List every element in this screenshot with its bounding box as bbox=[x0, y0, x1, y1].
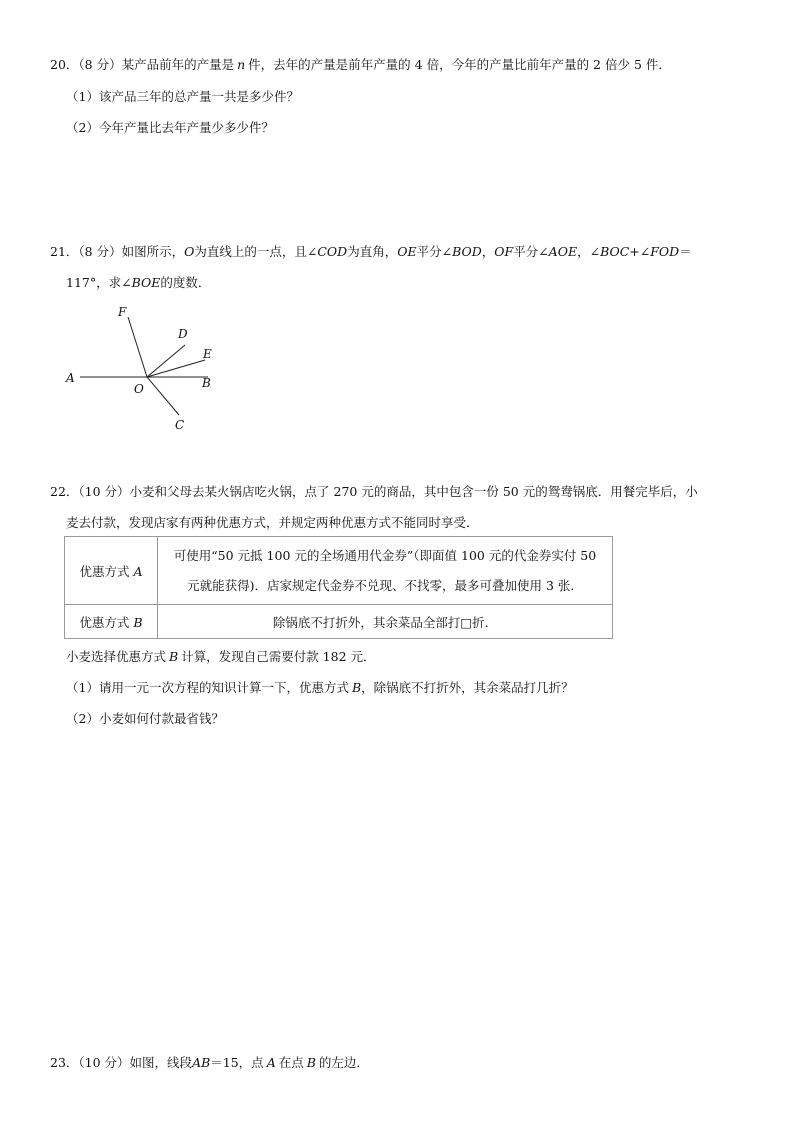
angle-bod: BOD bbox=[452, 244, 482, 259]
q23-number: 23． bbox=[50, 1055, 79, 1070]
q21-text: 平分∠ bbox=[416, 244, 453, 259]
q21-stem bbox=[50, 244, 692, 260]
q20-sub2: （2）今年产量比去年产量少多少件？ bbox=[66, 120, 274, 135]
q22-text: 小麦选择优惠方式 bbox=[66, 649, 167, 664]
ray-oc-line bbox=[147, 377, 179, 415]
angle-aoe: AOE bbox=[548, 244, 578, 259]
q21-text: 为直线上的一点，且∠ bbox=[194, 244, 318, 259]
discount-table bbox=[64, 536, 613, 639]
q21-text: 平分∠ bbox=[513, 244, 549, 259]
q22-points: （10 分） bbox=[78, 484, 130, 499]
var-n: n bbox=[237, 57, 246, 72]
q22-text: 计算，发现自己需要付款 182 元． bbox=[181, 649, 376, 664]
segment-ab: AB bbox=[192, 1055, 211, 1070]
q20-text: 某产品前年的产量是 bbox=[121, 57, 235, 72]
q22-text: ，除锅底不打折外，其余菜品打几折？ bbox=[361, 680, 574, 695]
q23-stem bbox=[50, 1055, 369, 1071]
ray-od-line bbox=[147, 345, 185, 377]
q22-sub1 bbox=[66, 680, 574, 696]
label-f: F bbox=[118, 305, 127, 319]
q21-text: ， bbox=[481, 244, 495, 259]
q21-angle-figure bbox=[60, 300, 230, 440]
q20-text: 件，去年的产量是前年产量的 4 倍，今年的产量比前年产量的 2 倍少 5 件． bbox=[248, 57, 671, 72]
q20-stem bbox=[50, 57, 671, 73]
q21-points: （8 分） bbox=[78, 244, 122, 259]
q21-text: 如图所示， bbox=[121, 244, 185, 259]
q21-number: 21． bbox=[50, 244, 79, 259]
q22-text: 小麦和父母去某火锅店吃火锅，点了 270 元的商品，其中包含一份 50 元的鸳鸯锅底．用餐完毕后，小 bbox=[129, 484, 698, 499]
option-var: B bbox=[351, 680, 362, 695]
ray-oe-line bbox=[147, 360, 205, 377]
q21-text: 117°，求∠ bbox=[66, 275, 132, 290]
angle-boe: BOE bbox=[131, 275, 161, 290]
table-row bbox=[65, 605, 613, 639]
table-row bbox=[65, 537, 613, 605]
q22-stem bbox=[50, 484, 698, 500]
var-o: O bbox=[184, 244, 195, 259]
ray-oe: OE bbox=[397, 244, 417, 259]
option-var: B bbox=[133, 614, 143, 630]
label-o: O bbox=[134, 382, 144, 396]
label-c: C bbox=[175, 418, 185, 432]
ray-of: OF bbox=[494, 244, 514, 259]
angle-cod: COD bbox=[317, 244, 348, 259]
q20-number: 20． bbox=[50, 57, 79, 72]
option-a-text-line1: 可使用“50 元抵 100 元的全场通用代金券”（即面值 100 元的代金券实付 50 bbox=[173, 547, 597, 563]
table-cell-label bbox=[65, 537, 158, 605]
q21-text: ，∠ bbox=[577, 244, 601, 259]
ray-of-line bbox=[128, 317, 147, 377]
angle-boc: BOC bbox=[600, 244, 630, 259]
option-label: 优惠方式 bbox=[79, 563, 130, 579]
q21-text: ＝ bbox=[679, 244, 692, 259]
q21-stem-line2 bbox=[66, 275, 210, 291]
q20-points: （8 分） bbox=[78, 57, 122, 72]
table-cell-body: 除锅底不打折外，其余菜品全部打□折． bbox=[158, 605, 613, 639]
q21-text: 的度数． bbox=[160, 275, 211, 290]
q23-text: 如图，线段 bbox=[129, 1055, 193, 1070]
point-b: B bbox=[306, 1055, 316, 1070]
q22-after-table bbox=[66, 649, 376, 665]
q21-text: 为直角， bbox=[347, 244, 398, 259]
angle-fod: FOD bbox=[650, 244, 680, 259]
option-label: 优惠方式 bbox=[79, 614, 130, 630]
label-a: A bbox=[66, 371, 75, 385]
label-b: B bbox=[202, 376, 211, 390]
q22-number: 22． bbox=[50, 484, 79, 499]
q23-points: （10 分） bbox=[78, 1055, 130, 1070]
table-cell-body bbox=[158, 537, 613, 605]
q20-sub1: （1）该产品三年的总产量一共是多少件？ bbox=[66, 89, 299, 104]
q23-text: ＝15，点 bbox=[210, 1055, 264, 1070]
q23-text: 在点 bbox=[278, 1055, 304, 1070]
label-e: E bbox=[203, 347, 212, 361]
label-d: D bbox=[178, 327, 188, 341]
option-a-text-line2: 元就能获得)．店家规定代金券不兑现、不找零，最多可叠加使用 3 张． bbox=[187, 577, 583, 593]
q21-text: +∠ bbox=[629, 244, 651, 259]
q22-stem-line2: 麦去付款，发现店家有两种优惠方式，并规定两种优惠方式不能同时享受． bbox=[66, 515, 479, 530]
option-var: A bbox=[133, 563, 143, 579]
q23-text: 的左边． bbox=[318, 1055, 369, 1070]
option-var: B bbox=[169, 649, 179, 664]
q22-sub2: （2）小麦如何付款最省钱？ bbox=[66, 711, 224, 726]
q22-text: （1）请用一元一次方程的知识计算一下，优惠方式 bbox=[66, 680, 349, 695]
point-a: A bbox=[266, 1055, 276, 1070]
table-cell-label bbox=[65, 605, 158, 639]
